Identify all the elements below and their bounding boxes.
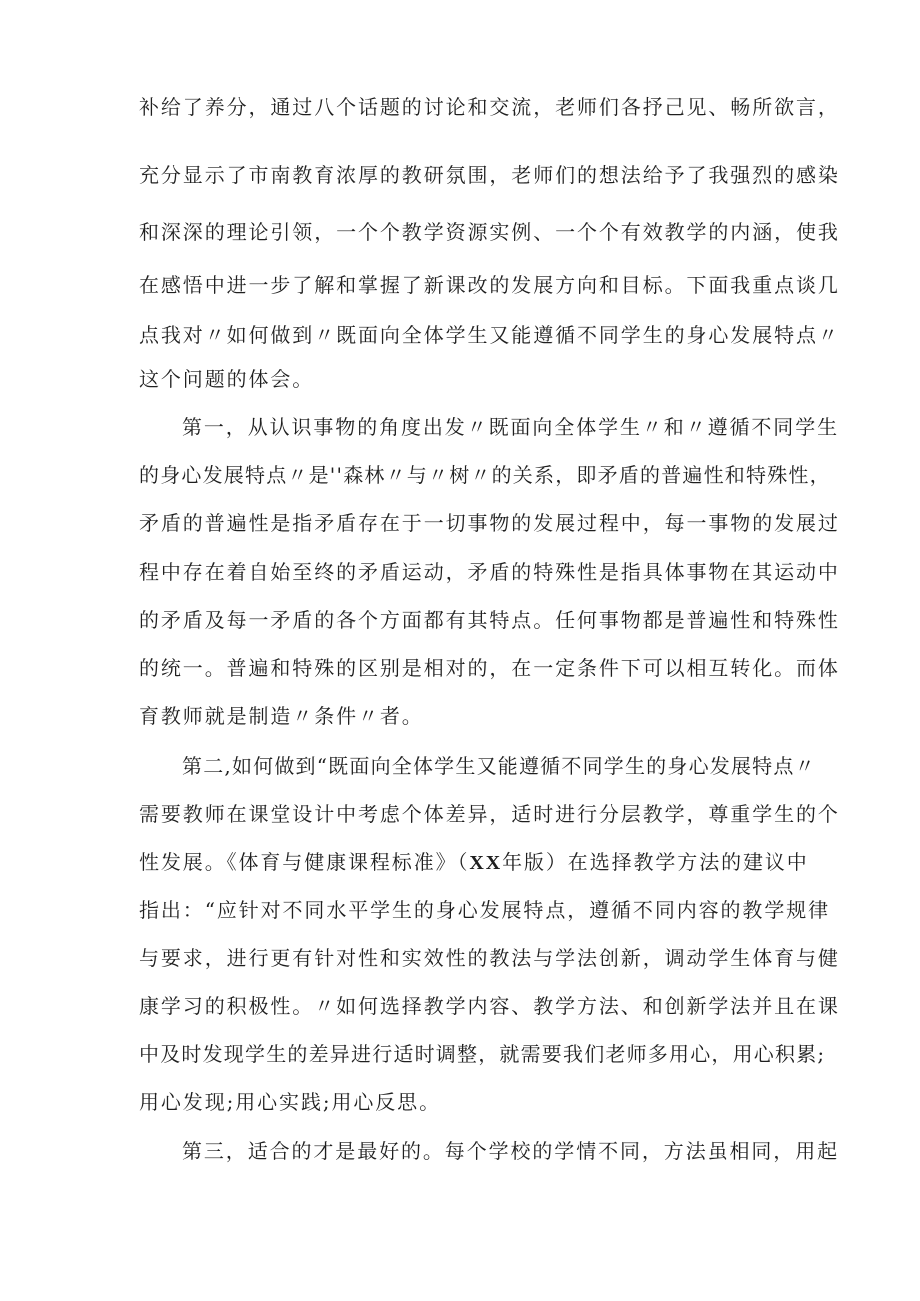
text-line: 与要求，进行更有针对性和实效性的教法与学法创新，调动学生体育与健 — [139, 946, 840, 970]
text-line: 的统一。普遍和特殊的区别是相对的，在一定条件下可以相互转化。而体 — [139, 656, 840, 680]
text-line: 指出：“应针对不同水平学生的身心发展特点，遵循不同内容的教学规律 — [139, 898, 831, 922]
text-line — [139, 849, 809, 876]
paragraph-first-line: 第三，适合的才是最好的。每个学校的学情不同，方法虽相同，用起 — [182, 1139, 839, 1163]
text-line: 在感悟中进一步了解和掌握了新课改的发展方向和目标。下面我重点谈几 — [139, 273, 840, 297]
text-line: 的矛盾及每一矛盾的各个方面都有其特点。任何事物都是普遍性和特殊性 — [139, 608, 840, 632]
text-line: 需要教师在课堂设计中考虑个体差异，适时进行分层教学，尊重学生的个 — [139, 802, 840, 826]
text-line: 矛盾的普遍性是指矛盾存在于一切事物的发展过程中，每一事物的发展过 — [139, 511, 840, 535]
text-line: 和深深的理论引领，一个个教学资源实例、一个个有效教学的内涵，使我 — [139, 220, 840, 244]
text-line: 点我对〃如何做到〃既面向全体学生又能遵循不同学生的身心发展特点〃 — [139, 323, 840, 347]
text-line: 程中存在着自始至终的矛盾运动，矛盾的特殊性是指具体事物在其运动中 — [139, 560, 840, 584]
text-line: 充分显示了市南教育浓厚的教研氛围，老师们的想法给予了我强烈的感染 — [139, 163, 840, 187]
paragraph-first-line: 第二,如何做到“既面向全体学生又能遵循不同学生的身心发展特点〃 — [182, 754, 816, 778]
year-placeholder: XX — [469, 852, 503, 874]
text-line: 的身心发展特点〃是''森林〃与〃树〃的关系，即矛盾的普遍性和特殊性， — [139, 463, 831, 487]
text-line: 用心发现;用心实践;用心反思。 — [139, 1090, 441, 1114]
text-line: 中及时发现学生的差异进行适时调整，就需要我们老师多用心，用心积累; — [139, 1042, 826, 1066]
text-line: 育教师就是制造〃条件〃者。 — [139, 704, 424, 728]
paragraph-first-line: 第一，从认识事物的角度出发〃既面向全体学生〃和〃遵循不同学生 — [182, 415, 839, 439]
text-segment: 性发展。《体育与健康课程标准》（ — [139, 850, 470, 874]
text-line: 康学习的积极性。〃如何选择教学内容、教学方法、和创新学法并且在课 — [139, 994, 840, 1018]
text-line: 补给了养分，通过八个话题的讨论和交流，老师们各抒己见、畅所欲言， — [139, 95, 840, 119]
text-segment: 年版）在选择教学方法的建议中 — [502, 850, 809, 874]
text-line: 这个问题的体会。 — [139, 367, 315, 391]
